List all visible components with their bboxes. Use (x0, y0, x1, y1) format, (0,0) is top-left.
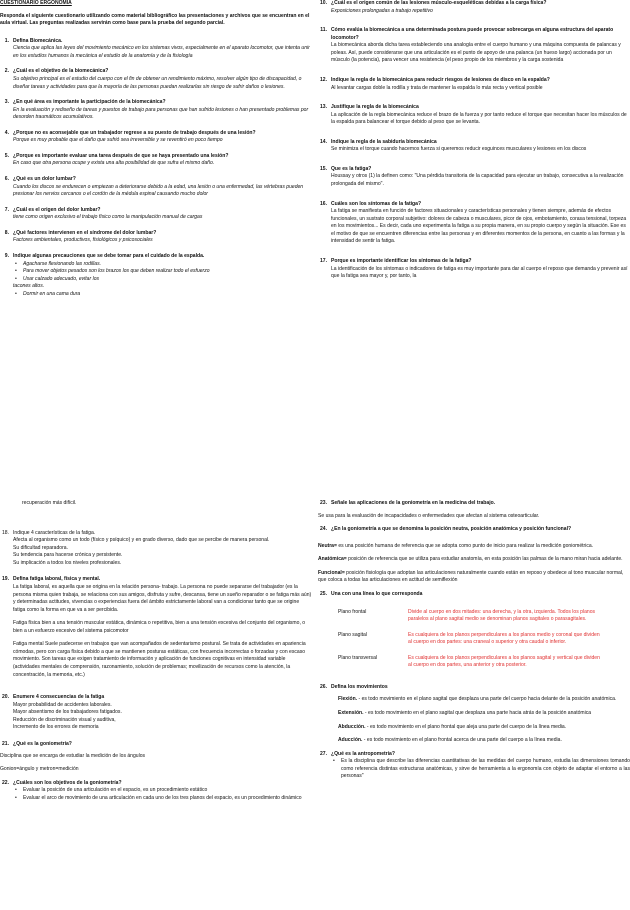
movement-item (338, 737, 630, 745)
answer-text: Houssay y otros (1) la definen como: "Una pérdida transitoria de la capacidad para ejecutar un trabajo, consecutiva a la realización prolongada del mismo". (331, 173, 624, 187)
bullet-item: • Es la disciplina que describe las diferencias cuantitativas de las medidas del cuerpo humano, estudia las dimensiones tomando como referencia distintas estructuras anatómicas, y sirve de herramienta a la ergonomía con objeto de adaptar el entorno a las personas" (331, 758, 630, 781)
question-item (318, 166, 630, 189)
question-item (318, 139, 630, 154)
page2-right-column (318, 500, 630, 910)
question-text: Porque es importante identificar los síntomas de la fatiga? (331, 257, 472, 264)
question-text: Enumere 4 consecuencias de la fatiga (13, 694, 105, 701)
question-26 (318, 684, 630, 692)
answer-text: La identificación de los síntomas o indicadores de fatiga es muy importante para dar al cuerpo el reposo que demanda y prevenir así que la fatiga sea mayor y, por tanto, la (331, 265, 628, 280)
question-item (318, 104, 630, 127)
planes-table (336, 607, 604, 676)
bullet-item: • Evaluar el arco de movimiento de una articulación en cada uno de los tres planos del espacio, es un procedimiento dinámico (13, 795, 312, 803)
question-number: 3. (4, 99, 9, 106)
answer-line: Reducción de discriminación visual y auditiva, (13, 716, 116, 723)
movement-text: - es todo movimiento en el plano frontal acerca de una parte del cuerpo a la línea media. (362, 737, 562, 744)
bullet-continuation: tacones altos. (13, 283, 45, 290)
answer-text: La aplicación de la regla biomecánica reduce el brazo de la fuerza y por tanto reduce el torque que necesitan hacer los músculos de la espalda para balancear el torque debido al peso que se levanta. (331, 111, 627, 126)
movement-item (338, 696, 630, 704)
plane-name: Plano sagital (338, 631, 367, 638)
question-number: 14. (319, 138, 327, 145)
question-text: ¿Cuál es el origen común de las lesiones músculo-esqueléticas debidas a la carga física? (331, 0, 547, 6)
question-number: 21. (1, 740, 9, 747)
table-row (336, 653, 604, 676)
question-body (331, 166, 630, 189)
movement-text: - es todo movimiento en el plano sagital que desplaza una parte del cuerpo hacia delante de la posición anatómica. (357, 696, 617, 703)
question-body (331, 201, 630, 246)
page2-left-column (0, 500, 312, 910)
table-row (336, 607, 604, 630)
question-text: Justifique la regla de la biomecánica (331, 104, 419, 111)
answer-text: Cuando los discos se endurecen o empiezan a deteriorarse debido a la edad, una lesión o una enfermedad, las vértebras pueden presionar los nervios cercanos o el cordón de la médula espinal causando mucho dolor (13, 183, 304, 198)
question-number: 19. (1, 576, 9, 583)
question-24 (318, 526, 630, 534)
question-text: ¿Qué es un dolor lumbar? (13, 176, 76, 182)
bullet-item: • Evaluar la posición de una articulación en el espacio, es un procedimiento estático (13, 787, 312, 795)
question-number: 9. (4, 252, 9, 259)
plane-description: Es cualquiera de los planos perpendiculares a los planos sagital y vertical que dividen al cuerpo en dos partes, una anterior y otra posterior. (408, 654, 600, 669)
plane-description: Es cualquiera de los planos perpendiculares a los planos medio y coronal que dividen al cuerpo en dos partes: una craneal o superior y otra caudal o inferior. (408, 631, 600, 646)
question-text: Cómo evalúa la biomecánica a una determinada postura puede provocar sobrecarga en alguna estructura del aparato locomotor? (331, 27, 614, 41)
question-text: Que es la fatiga? (331, 165, 372, 172)
question-text: ¿Cuáles son los objetivos de la goniometría? (13, 779, 122, 786)
question-item (0, 68, 312, 91)
question-text: Cuáles son los síntomas de la fatiga? (331, 200, 422, 207)
question-text: Defina fatiga laboral, física y mental. (13, 576, 101, 583)
question-text: ¿En la goniometría a que se denomina la posición neutra, posición anatómica y posición funcional? (331, 526, 572, 533)
question-item (318, 258, 630, 281)
question-body (331, 139, 630, 154)
question-item (0, 176, 312, 199)
question-body (331, 27, 630, 65)
question-text: ¿Cuál es el origen del dolor lumbar? (13, 206, 101, 213)
bullet-item: • Agacharse flexionando las rodillas. (13, 261, 312, 269)
question-number: 7. (4, 206, 9, 213)
answer-text: En caso que otra persona ocupe y exista una alta posibilidad de que sufra el mismo daño. (13, 160, 215, 167)
answer-line: Su implicación a todos los niveles profesionales. (13, 559, 122, 566)
question-number: 16. (319, 200, 327, 207)
question-body (331, 77, 630, 92)
question-25 (318, 591, 630, 599)
answer-paragraph: Fatiga física bien a una tensión muscular estática, dinámica o repetitiva, bien a una tensión excesiva del conjunto del organismo, o bien a un esfuerzo excesivo del sistema psicomotor (13, 620, 306, 634)
question-text: ¿En qué área es importante la participación de la biomecánica? (13, 99, 166, 106)
question-number: 2. (4, 68, 9, 75)
term-label: Funcional= (318, 569, 345, 576)
question-number: 17. (319, 257, 327, 264)
answer-line: Su dificultad reparadora. (13, 544, 68, 551)
question-number: 26. (319, 683, 327, 690)
bullet-item: • Dormir en una cama dura (13, 291, 312, 299)
question-number: 24. (319, 526, 327, 533)
question-item (0, 130, 312, 145)
anatomica-definition (318, 556, 630, 564)
question-text: Defina Biomecánica. (13, 37, 63, 44)
question-number: 27. (319, 750, 327, 757)
movements-list (318, 696, 630, 744)
question-body (13, 176, 312, 199)
movement-label: Aducción. (338, 737, 363, 744)
question-item (318, 201, 630, 246)
question-number: 5. (4, 152, 9, 159)
question-number: 15. (319, 165, 327, 172)
question-20 (0, 694, 312, 732)
question-number: 20. (1, 694, 9, 701)
question-body (13, 153, 312, 168)
document-page-2 (0, 455, 630, 910)
question-body (13, 230, 312, 245)
question-text: Indique la regla de la sabiduría biomecánica (331, 138, 437, 145)
answer-text: Exposiciones prolongadas a trabajo repetitivo (331, 7, 433, 14)
goniometry-definition: Disciplina que se encarga de estudiar la medición de los ángulos (0, 752, 146, 759)
movement-item (338, 710, 630, 718)
question-number: 23. (319, 500, 327, 506)
plane-name: Plano frontal (338, 608, 367, 615)
term-label: Neutra= (318, 542, 337, 549)
question-item (318, 27, 630, 65)
movement-label: Abducción. (338, 723, 366, 730)
movement-label: Flexión. (338, 696, 358, 703)
intro-paragraph: Responda el siguiente cuestionario utilizando como material bibliográfico las presentaciones y archivos que se encuentran en el aula virtual. Las preguntas realizadas servirán como base para la prueba del segundo parcial. (0, 12, 310, 27)
question-number: 1. (4, 37, 9, 44)
term-text: posición de referencia que se utiliza para estudiar anatomía, en esta posición las palmas de la mano miran hacia adelante. (346, 556, 623, 563)
answer-text: Se minimiza el torque cuando hacemos fuerza si queremos reducir esguinces musculares y lesiones en los discos (331, 146, 587, 153)
question-number: 10. (319, 0, 327, 6)
answer-line: Afecta al organismo como un todo (físico y psíquico) y en grado diverso, dado que se percibe de manera personal. (13, 537, 270, 544)
plane-name: Plano transversal (338, 654, 377, 661)
answer-line: Mayor probabilidad de accidentes laborales. (13, 701, 112, 708)
question-body (13, 38, 312, 61)
question-text: Defina los movimientos (331, 683, 388, 690)
answer-text: tiene como origen exclusivo el trabajo físico como la manipulación manual de cargas (13, 214, 203, 221)
term-text: posición fisiología que adoptan las articulaciones naturalmente cuando están en reposo y obedece al tono muscular normal, que coloca a todas las articulaciones en actitud de semiflexión (318, 569, 624, 584)
term-label: Anatómica= (318, 556, 347, 563)
question-text: ¿Porque es importante evaluar una tarea después de que se haya presentado una lesión? (13, 152, 229, 159)
page1-left-column (0, 0, 312, 453)
movement-text: - es todo movimiento en el plano frontal que aleja una parte del cuerpo de la línea media. (365, 723, 567, 730)
question-body (13, 99, 312, 122)
question-text: ¿Qué es la antropometría? (331, 750, 395, 757)
question-number: 25. (319, 590, 327, 597)
answer-line: Su tendencia para hacerse crónica y persistente. (13, 552, 123, 559)
question-text: ¿Porque no es aconsejable que un trabajador regrese a su puesto de trabajo después de una lesión? (13, 129, 256, 136)
question-27 (318, 751, 630, 781)
question-body (13, 253, 312, 298)
answer-text: Porque es muy probable que el daño que sufrió sea irreversible y se reventiró en poco tiempo (13, 137, 223, 144)
page1-right-column (318, 0, 630, 453)
question-body (331, 0, 630, 15)
question-number: 18. (1, 529, 9, 536)
answer-text: La biomecánica aborda dicha tarea estableciendo una analogía entre el cuerpo humano y una máquina compuesta de palancas y poleas. Así, puede considerarse que una articulación es el punto de apoyo de una palanca (un hueso largo) accionada por un músculo (la potencia), para vencer una resistencia (el peso propio de los miembros y la carga sostenida (331, 42, 621, 64)
funcional-definition (318, 570, 630, 585)
question-number: 11. (320, 27, 327, 34)
question-item (0, 230, 312, 245)
question-text: Una con una línea lo que corresponda (331, 590, 423, 597)
answer-text: La fatiga se manifiesta en función de factores situacionales y características personales y tienen siempre, además de efectos funcionales, un sustrato corporal subjetivo: dolores de cabeza o musculares, picor de ojos, embotamiento, corasa tensional, torpeza en los movimientos... Es decir, cada uno experimenta la fatiga a su propia manera, en su propio cuerpo y según la situación. Ese es el motivo de que se encuentren diferencias entre las personas y en diferentes momentos de la persona, en cuanto a las formas y la intensidad de sentir la fatiga. (331, 208, 627, 245)
question-item (0, 207, 312, 222)
question-body (331, 104, 630, 127)
question-23 (318, 500, 630, 508)
question-item (0, 153, 312, 168)
question-number: 4. (4, 129, 9, 136)
question-body (331, 258, 630, 281)
question-item (0, 38, 312, 61)
question-number: 12. (319, 76, 327, 83)
plane-description: Divide al cuerpo en dos mitades: una derecha, y la otra, izquierda. Todos los planos paralelos al plano sagital medio se denominan planos sagitales o parasagitales. (408, 608, 596, 623)
bullet-item: • Para mover objetos pesados son los brazos los que deben realizar todo el esfuerzo (13, 268, 312, 276)
question-19 (0, 576, 312, 685)
question-number: 22. (1, 779, 9, 786)
term-text: es una posición humana de referencia que se adopta como punto de inicio para realizar la medición goniométrica. (336, 542, 594, 549)
answer-text: Ciencia que aplica las leyes del movimiento mecánico en los sistemas vivos, especialmente en el aparato locomotor, que intenta unir en los estudios humanos la mecánica el estudio de la anatomía y de la fisiología (13, 45, 310, 59)
bullet-item: • Usar calzado adecuado, evitar los (13, 276, 312, 284)
neutra-definition (318, 543, 630, 551)
question-21 (0, 741, 312, 749)
question-number: 6. (4, 176, 9, 182)
question-body (13, 130, 312, 145)
answer-text: Al levantar cargas doble la rodilla y trata de mantener la espalda lo más recta y vertical posible (331, 84, 543, 91)
question-text: ¿Qué es la goniometría? (13, 740, 72, 747)
answer-text: Su objetivo principal es el estudio del cuerpo con el fin de obtener un rendimiento máximo, resolver algún tipo de discapacidad, o diseñar tareas y actividades para que la mayoría de las personas puedan realizarlas sin riesgo de sufrir daños o lesiones. (13, 75, 302, 90)
answer-paragraph: La fatiga laboral, es aquella que se origina en la relación persona- trabajo. La persona no puede separarse del trabajador (es la persona misma quien trabaja, se relaciona con sus amigos, disfruta y sufre, descansa, tiene un sueño reparador o se fatiga más aún) y determinadas actitudes, vivencias o experiencias fuera del ámbito estrictamente laboral van a condicionar tanto que se origine fatiga como la forma en que va a ser percibida. (13, 583, 312, 613)
answer-paragraph: Fatiga mental Suele padecerse en trabajos que van acompañados de sedentarismo postural. Se trata de actividades en apariencia cómodas, pero con carga física debido a que se mantienen posturas estáticas, con frecuencia incorrectas o forzadas y con escaso movimiento. Son tareas que exigen tratamiento de información y aplicación de funciones cognitivas en intensidad variable (actividades mentales de comprensión, razonamiento, solución de problemas; movilización de recursos como la atención, la concentración, la memoria, etc.) (13, 641, 306, 678)
question-item (0, 99, 312, 122)
question-text: ¿Qué factores intervienen en el síndrome del dolor lumbar? (13, 229, 157, 236)
answer-23: Se usa para la evaluación de incapacidades o enfermedades que afectan al sistema osteoarticular. (318, 512, 540, 519)
document-title: CUESTIONARIO ERGONOMIA (0, 0, 72, 6)
question-text: Señale las aplicaciones de la goniometría en la medicina del trabajo. (331, 500, 496, 506)
question-item (318, 0, 630, 15)
answer-text: En la evaluación y rediseño de tareas y puestos de trabajo para personas que han sufrido lesiones o han presentado problemas por desorden traumáticos acumulativos. (13, 106, 309, 121)
question-item (0, 253, 312, 298)
movement-text: - es todo movimiento en el plano sagital que desplaza una parte hacia atrás de la posición anatómica (363, 710, 592, 716)
answer-text: Factores ambientales, productivos, fisiológicos y psicosociales (13, 237, 153, 244)
answer-line: Mayor absentismo de los trabajadores fatigados. (13, 709, 122, 716)
question-text: Indique 4 características de la fatiga. (13, 529, 96, 536)
answer-line: Incremento de los errores de memoria (13, 724, 99, 731)
gonion-definition: Gonion=ángulo y metron=medición (0, 766, 79, 773)
question-number: 13. (319, 104, 327, 111)
question-18 (0, 530, 312, 568)
question-text: Indique algunas precauciones que se debe tomar para el cuidado de la espalda. (13, 252, 205, 259)
question-text: ¿Cuál es el objetivo de la biomecánica? (13, 68, 109, 75)
movement-label: Extensión. (338, 710, 364, 716)
continuation-text: recuperación más difícil. (22, 500, 77, 506)
table-row (336, 630, 604, 653)
question-body (13, 68, 312, 91)
movement-item (338, 724, 630, 732)
question-item (318, 77, 630, 92)
question-22 (0, 780, 312, 803)
question-text: Indique la regla de la biomecánica para reducir riesgos de lesiones de disco en la espalda? (331, 76, 550, 83)
question-number: 8. (4, 229, 9, 236)
question-body (13, 207, 312, 222)
